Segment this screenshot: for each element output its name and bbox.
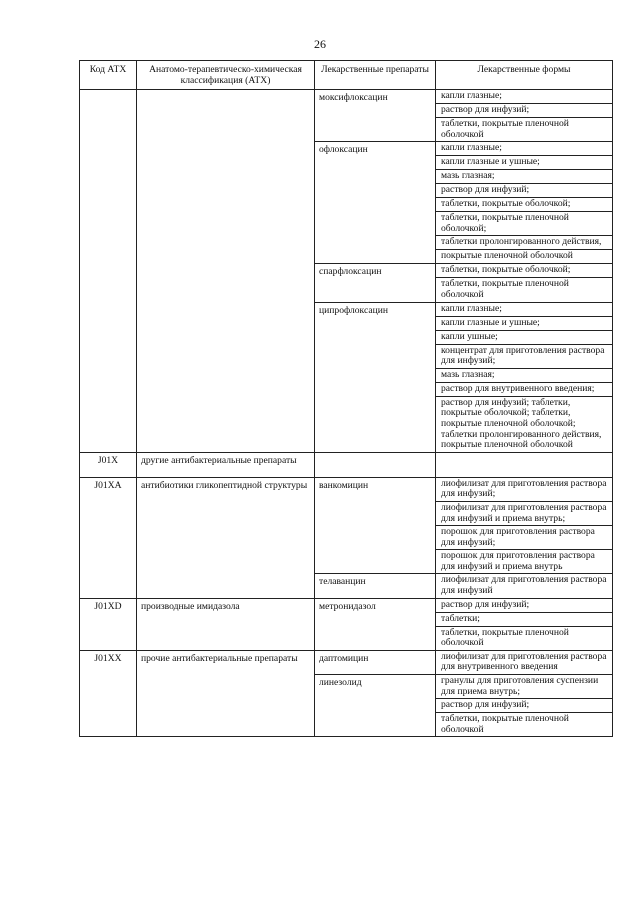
- atc-code: J01XA: [80, 477, 137, 598]
- dosage-form: раствор для инфузий;: [436, 184, 613, 198]
- dosage-form: капли глазные;: [436, 90, 613, 104]
- dosage-form: таблетки, покрытые пленочной оболочкой;: [436, 212, 613, 236]
- atc-code: [80, 90, 137, 453]
- dosage-form: порошок для приготовления раствора для инфузий;: [436, 526, 613, 550]
- dosage-form: таблетки, покрытые пленочной оболочкой: [436, 278, 613, 302]
- page-number: 26: [314, 37, 326, 51]
- table-row: [80, 477, 613, 501]
- dosage-form: таблетки, покрытые оболочкой;: [436, 198, 613, 212]
- atc-code: J01XD: [80, 598, 137, 650]
- table-row: [80, 598, 613, 612]
- drug-name: офлоксацин: [315, 142, 436, 264]
- dosage-form: лиофилизат для приготовления раствора для инфузий: [436, 574, 613, 598]
- dosage-form: мазь глазная;: [436, 170, 613, 184]
- dosage-form: раствор для инфузий;: [436, 104, 613, 118]
- drug-name: моксифлоксацин: [315, 90, 436, 142]
- header-atc: Анатомо-терапевтическо-химическая классификация (АТХ): [137, 61, 315, 90]
- dosage-form: раствор для инфузий;: [436, 699, 613, 713]
- header-drugs: Лекарственные препараты: [315, 61, 436, 90]
- drug-name: ванкомицин: [315, 477, 436, 574]
- dosage-form: таблетки, покрытые пленочной оболочкой: [436, 118, 613, 142]
- atc-name: антибиотики гликопептидной структуры: [137, 477, 315, 598]
- dosage-form: порошок для приготовления раствора для инфузий и приема внутрь: [436, 550, 613, 574]
- dosage-form: раствор для внутривенного введения;: [436, 382, 613, 396]
- dosage-form: таблетки, покрытые пленочной оболочкой: [436, 713, 613, 737]
- table-row: [80, 650, 613, 674]
- atc-name: [137, 90, 315, 453]
- dosage-form: лиофилизат для приготовления раствора для внутривенного введения: [436, 650, 613, 674]
- drug-name: [315, 452, 436, 477]
- dosage-form: капли ушные;: [436, 330, 613, 344]
- dosage-form: таблетки, покрытые оболочкой;: [436, 264, 613, 278]
- header-row: [80, 61, 613, 90]
- dosage-form: концентрат для приготовления раствора для инфузий;: [436, 344, 613, 368]
- drug-name: ципрофлоксацин: [315, 302, 436, 452]
- drug-name: линезолид: [315, 675, 436, 737]
- dosage-form: таблетки;: [436, 612, 613, 626]
- atc-name: другие антибактериальные препараты: [137, 452, 315, 477]
- drug-name: даптомицин: [315, 650, 436, 674]
- dosage-form: [436, 452, 613, 477]
- header-forms: Лекарственные формы: [436, 61, 613, 90]
- dosage-form: покрытые пленочной оболочкой: [436, 250, 613, 264]
- dosage-form: раствор для инфузий; таблетки, покрытые оболочкой; таблетки, покрытые пленочной оболочкой; таблетки пролонгированного действия, покрытые пленочной оболочкой: [436, 396, 613, 452]
- dosage-form: раствор для инфузий;: [436, 598, 613, 612]
- header-code: Код АТХ: [80, 61, 137, 90]
- drug-name: метронидазол: [315, 598, 436, 650]
- table-row: [80, 90, 613, 104]
- dosage-form: таблетки пролонгированного действия,: [436, 236, 613, 250]
- dosage-form: капли глазные и ушные;: [436, 316, 613, 330]
- drug-name: спарфлоксацин: [315, 264, 436, 302]
- table-body: [80, 90, 613, 737]
- dosage-form: капли глазные;: [436, 142, 613, 156]
- atc-name: производные имидазола: [137, 598, 315, 650]
- dosage-form: лиофилизат для приготовления раствора для инфузий;: [436, 477, 613, 501]
- atc-code: J01X: [80, 452, 137, 477]
- atc-code: J01XX: [80, 650, 137, 737]
- dosage-form: лиофилизат для приготовления раствора для инфузий и приема внутрь;: [436, 501, 613, 525]
- drug-name: телаванцин: [315, 574, 436, 598]
- dosage-form: гранулы для приготовления суспензии для приема внутрь;: [436, 675, 613, 699]
- dosage-form: мазь глазная;: [436, 368, 613, 382]
- dosage-form: капли глазные;: [436, 302, 613, 316]
- table-row: [80, 452, 613, 477]
- dosage-form: капли глазные и ушные;: [436, 156, 613, 170]
- dosage-form: таблетки, покрытые пленочной оболочкой: [436, 626, 613, 650]
- atc-name: прочие антибактериальные препараты: [137, 650, 315, 737]
- atc-drug-table: [79, 60, 613, 737]
